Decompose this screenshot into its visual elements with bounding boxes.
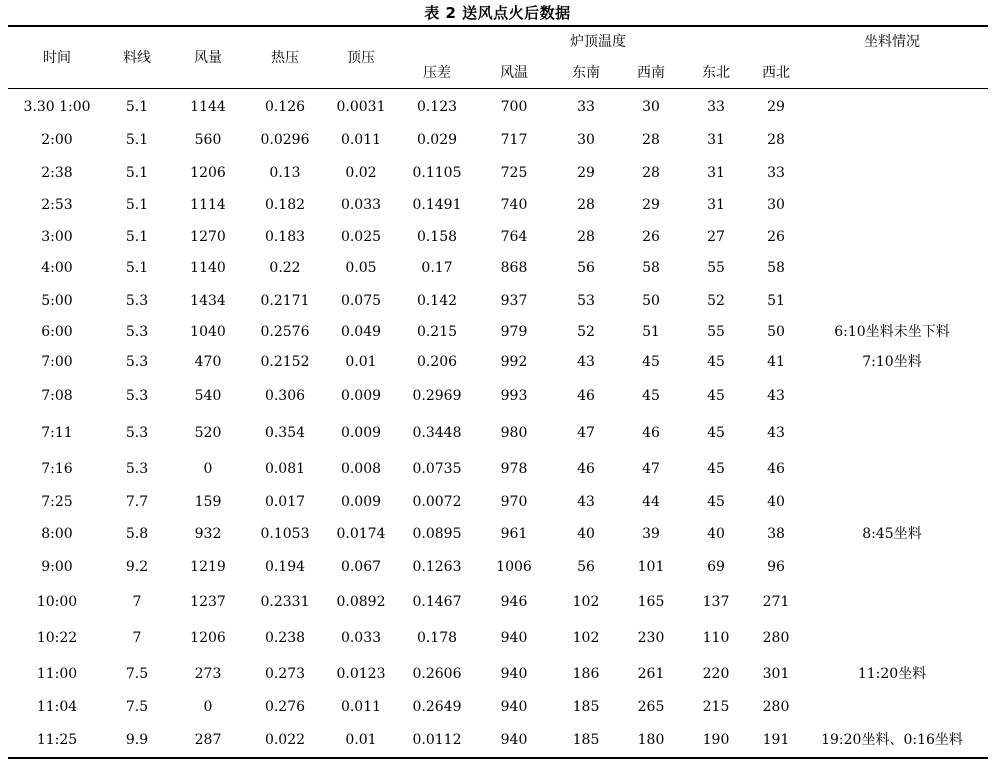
cell-burden-line: 5.1 <box>125 132 149 148</box>
cell-northeast: 55 <box>707 260 725 276</box>
cell-pressure-diff: 0.2649 <box>412 699 462 715</box>
cell-northeast: 27 <box>707 229 725 245</box>
cell-pressure-diff: 0.206 <box>416 354 458 370</box>
cell-northwest: 30 <box>767 197 785 213</box>
header-burden-line: 料线 <box>123 50 151 66</box>
cell-northwest: 280 <box>762 630 790 646</box>
cell-top-pressure: 0.01 <box>345 354 377 370</box>
cell-top-pressure: 0.011 <box>340 699 382 715</box>
cell-burden-line: 5.3 <box>125 461 149 477</box>
cell-southeast: 33 <box>577 99 595 115</box>
cell-northeast: 40 <box>707 526 725 542</box>
cell-northwest: 41 <box>767 354 785 370</box>
cell-pressure-diff: 0.029 <box>416 132 458 148</box>
cell-slip-status: 8:45坐料 <box>862 526 922 542</box>
cell-northwest: 50 <box>767 324 785 340</box>
cell-top-pressure: 0.0892 <box>336 594 386 610</box>
cell-southeast: 28 <box>577 229 595 245</box>
cell-time: 7:25 <box>41 494 73 510</box>
cell-blast-temp: 940 <box>500 666 528 682</box>
cell-southeast: 56 <box>577 559 595 575</box>
cell-northwest: 191 <box>762 732 790 748</box>
header-hot-pressure: 热压 <box>271 50 299 66</box>
header-furnace-top-temp: 炉顶温度 <box>570 34 626 50</box>
cell-time: 9:00 <box>41 559 73 575</box>
cell-blast-volume: 1206 <box>190 165 226 181</box>
cell-blast-volume: 1140 <box>190 260 226 276</box>
cell-top-pressure: 0.05 <box>345 260 377 276</box>
cell-hot-pressure: 0.182 <box>264 197 306 213</box>
cell-blast-volume: 520 <box>194 425 222 441</box>
cell-blast-volume: 1434 <box>190 293 226 309</box>
cell-northeast: 215 <box>702 699 730 715</box>
cell-blast-volume: 0 <box>203 461 213 477</box>
cell-blast-volume: 287 <box>194 732 222 748</box>
cell-hot-pressure: 0.238 <box>264 630 306 646</box>
cell-southwest: 29 <box>642 197 660 213</box>
cell-top-pressure: 0.008 <box>340 461 382 477</box>
cell-northeast: 220 <box>702 666 730 682</box>
cell-burden-line: 5.3 <box>125 354 149 370</box>
cell-southwest: 30 <box>642 99 660 115</box>
cell-pressure-diff: 0.178 <box>416 630 458 646</box>
cell-time: 2:00 <box>41 132 73 148</box>
cell-pressure-diff: 0.215 <box>416 324 458 340</box>
cell-northeast: 69 <box>707 559 725 575</box>
header-southwest: 西南 <box>637 65 665 81</box>
cell-blast-temp: 725 <box>500 165 528 181</box>
cell-pressure-diff: 0.17 <box>421 260 453 276</box>
cell-northeast: 31 <box>707 132 725 148</box>
cell-northwest: 301 <box>762 666 790 682</box>
cell-southeast: 102 <box>572 594 600 610</box>
cell-hot-pressure: 0.183 <box>264 229 306 245</box>
cell-southeast: 185 <box>572 732 600 748</box>
cell-time: 11:00 <box>36 666 78 682</box>
header-southeast: 东南 <box>572 65 600 81</box>
cell-time: 7:08 <box>41 388 73 404</box>
cell-burden-line: 5.1 <box>125 165 149 181</box>
cell-northeast: 110 <box>702 630 730 646</box>
cell-southwest: 45 <box>642 354 660 370</box>
cell-time: 11:04 <box>36 699 78 715</box>
header-northeast: 东北 <box>702 65 730 81</box>
cell-time: 3:00 <box>41 229 73 245</box>
cell-blast-temp: 993 <box>500 388 528 404</box>
cell-blast-temp: 700 <box>500 99 528 115</box>
header-blast-volume: 风量 <box>194 50 222 66</box>
cell-northwest: 46 <box>767 461 785 477</box>
cell-southeast: 56 <box>577 260 595 276</box>
cell-blast-temp: 868 <box>500 260 528 276</box>
cell-hot-pressure: 0.022 <box>264 732 306 748</box>
cell-burden-line: 9.9 <box>125 732 149 748</box>
cell-hot-pressure: 0.081 <box>264 461 306 477</box>
cell-southeast: 53 <box>577 293 595 309</box>
cell-top-pressure: 0.01 <box>345 732 377 748</box>
cell-northwest: 51 <box>767 293 785 309</box>
cell-northeast: 45 <box>707 354 725 370</box>
cell-top-pressure: 0.009 <box>340 494 382 510</box>
header-slip-status: 坐料情况 <box>864 34 920 50</box>
cell-northeast: 45 <box>707 494 725 510</box>
cell-blast-volume: 1237 <box>190 594 226 610</box>
cell-blast-temp: 937 <box>500 293 528 309</box>
cell-southwest: 28 <box>642 132 660 148</box>
cell-blast-temp: 970 <box>500 494 528 510</box>
cell-hot-pressure: 0.1053 <box>260 526 310 542</box>
cell-northwest: 29 <box>767 99 785 115</box>
cell-pressure-diff: 0.142 <box>416 293 458 309</box>
top-rule <box>8 25 988 27</box>
cell-time: 4:00 <box>41 260 73 276</box>
cell-blast-temp: 992 <box>500 354 528 370</box>
cell-blast-temp: 978 <box>500 461 528 477</box>
cell-pressure-diff: 0.123 <box>416 99 458 115</box>
cell-time: 2:38 <box>41 165 73 181</box>
cell-southeast: 52 <box>577 324 595 340</box>
cell-pressure-diff: 0.1105 <box>412 165 462 181</box>
cell-blast-volume: 1114 <box>190 197 226 213</box>
cell-southeast: 29 <box>577 165 595 181</box>
cell-time: 6:00 <box>41 324 73 340</box>
cell-blast-volume: 1206 <box>190 630 226 646</box>
cell-top-pressure: 0.049 <box>340 324 382 340</box>
cell-northwest: 280 <box>762 699 790 715</box>
cell-slip-status: 19:20坐料、0:16坐料 <box>821 732 963 748</box>
cell-slip-status: 11:20坐料 <box>857 666 927 682</box>
cell-blast-temp: 946 <box>500 594 528 610</box>
cell-pressure-diff: 0.1467 <box>412 594 462 610</box>
cell-northwest: 38 <box>767 526 785 542</box>
cell-blast-volume: 273 <box>194 666 222 682</box>
cell-northeast: 31 <box>707 165 725 181</box>
cell-northeast: 55 <box>707 324 725 340</box>
cell-hot-pressure: 0.273 <box>264 666 306 682</box>
cell-southeast: 46 <box>577 388 595 404</box>
cell-hot-pressure: 0.194 <box>264 559 306 575</box>
cell-time: 8:00 <box>41 526 73 542</box>
cell-blast-temp: 979 <box>500 324 528 340</box>
cell-hot-pressure: 0.126 <box>264 99 306 115</box>
cell-blast-temp: 940 <box>500 699 528 715</box>
cell-blast-temp: 940 <box>500 630 528 646</box>
cell-southwest: 47 <box>642 461 660 477</box>
cell-pressure-diff: 0.0072 <box>412 494 462 510</box>
cell-top-pressure: 0.075 <box>340 293 382 309</box>
cell-hot-pressure: 0.2576 <box>260 324 310 340</box>
header-rule <box>8 88 988 89</box>
cell-pressure-diff: 0.0735 <box>412 461 462 477</box>
cell-northwest: 33 <box>767 165 785 181</box>
cell-pressure-diff: 0.3448 <box>412 425 462 441</box>
cell-pressure-diff: 0.2606 <box>412 666 462 682</box>
cell-northwest: 40 <box>767 494 785 510</box>
cell-blast-temp: 740 <box>500 197 528 213</box>
cell-southeast: 43 <box>577 354 595 370</box>
cell-top-pressure: 0.009 <box>340 425 382 441</box>
cell-burden-line: 5.3 <box>125 293 149 309</box>
cell-time: 10:00 <box>36 594 78 610</box>
header-pressure-diff: 压差 <box>423 65 451 81</box>
cell-hot-pressure: 0.276 <box>264 699 306 715</box>
cell-pressure-diff: 0.158 <box>416 229 458 245</box>
cell-blast-volume: 540 <box>194 388 222 404</box>
table-title: 表 2 送风点火后数据 <box>424 4 571 22</box>
header-top-pressure: 顶压 <box>347 50 375 66</box>
cell-northwest: 271 <box>762 594 790 610</box>
cell-northeast: 52 <box>707 293 725 309</box>
cell-burden-line: 7.5 <box>125 699 149 715</box>
cell-southeast: 47 <box>577 425 595 441</box>
cell-burden-line: 5.3 <box>125 388 149 404</box>
cell-time: 7:11 <box>41 425 73 441</box>
cell-northwest: 58 <box>767 260 785 276</box>
cell-southwest: 58 <box>642 260 660 276</box>
cell-blast-temp: 961 <box>500 526 528 542</box>
cell-blast-volume: 1270 <box>190 229 226 245</box>
cell-southwest: 261 <box>637 666 665 682</box>
cell-southwest: 230 <box>637 630 665 646</box>
cell-northeast: 190 <box>702 732 730 748</box>
cell-slip-status: 7:10坐料 <box>862 354 922 370</box>
cell-burden-line: 9.2 <box>125 559 149 575</box>
cell-burden-line: 5.3 <box>125 425 149 441</box>
cell-blast-temp: 980 <box>500 425 528 441</box>
header-northwest: 西北 <box>762 65 790 81</box>
cell-blast-volume: 1040 <box>190 324 226 340</box>
cell-top-pressure: 0.011 <box>340 132 382 148</box>
cell-burden-line: 5.1 <box>125 229 149 245</box>
cell-blast-volume: 1219 <box>190 559 226 575</box>
cell-northwest: 96 <box>767 559 785 575</box>
cell-top-pressure: 0.0174 <box>336 526 386 542</box>
cell-burden-line: 7.5 <box>125 666 149 682</box>
cell-hot-pressure: 0.2331 <box>260 594 310 610</box>
cell-northeast: 31 <box>707 197 725 213</box>
header-time: 时间 <box>43 50 71 66</box>
cell-southeast: 30 <box>577 132 595 148</box>
cell-burden-line: 5.3 <box>125 324 149 340</box>
cell-northeast: 45 <box>707 388 725 404</box>
cell-time: 5:00 <box>41 293 73 309</box>
cell-top-pressure: 0.009 <box>340 388 382 404</box>
cell-blast-volume: 932 <box>194 526 222 542</box>
cell-hot-pressure: 0.0296 <box>260 132 310 148</box>
cell-blast-temp: 764 <box>500 229 528 245</box>
cell-northeast: 45 <box>707 425 725 441</box>
cell-burden-line: 5.1 <box>125 260 149 276</box>
cell-blast-volume: 560 <box>194 132 222 148</box>
cell-southeast: 46 <box>577 461 595 477</box>
cell-blast-temp: 940 <box>500 732 528 748</box>
cell-northeast: 45 <box>707 461 725 477</box>
cell-southwest: 28 <box>642 165 660 181</box>
cell-blast-temp: 717 <box>500 132 528 148</box>
cell-southwest: 26 <box>642 229 660 245</box>
cell-top-pressure: 0.033 <box>340 197 382 213</box>
cell-pressure-diff: 0.1263 <box>412 559 462 575</box>
cell-southeast: 186 <box>572 666 600 682</box>
cell-top-pressure: 0.0123 <box>336 666 386 682</box>
cell-blast-volume: 0 <box>203 699 213 715</box>
cell-time: 11:25 <box>36 732 78 748</box>
cell-burden-line: 7.7 <box>125 494 149 510</box>
cell-northwest: 28 <box>767 132 785 148</box>
header-blast-temp: 风温 <box>500 65 528 81</box>
cell-pressure-diff: 0.0112 <box>412 732 462 748</box>
bottom-rule <box>8 757 988 759</box>
cell-southeast: 28 <box>577 197 595 213</box>
cell-hot-pressure: 0.306 <box>264 388 306 404</box>
cell-southwest: 46 <box>642 425 660 441</box>
cell-top-pressure: 0.067 <box>340 559 382 575</box>
cell-blast-volume: 1144 <box>190 99 226 115</box>
cell-top-pressure: 0.02 <box>345 165 377 181</box>
cell-southeast: 40 <box>577 526 595 542</box>
cell-hot-pressure: 0.2152 <box>260 354 310 370</box>
cell-southwest: 39 <box>642 526 660 542</box>
cell-time: 2:53 <box>41 197 73 213</box>
cell-time: 7:16 <box>41 461 73 477</box>
cell-top-pressure: 0.0031 <box>336 99 386 115</box>
cell-blast-volume: 470 <box>194 354 222 370</box>
cell-southeast: 185 <box>572 699 600 715</box>
cell-blast-temp: 1006 <box>496 559 532 575</box>
cell-top-pressure: 0.033 <box>340 630 382 646</box>
cell-northwest: 43 <box>767 388 785 404</box>
cell-burden-line: 5.1 <box>125 99 149 115</box>
cell-pressure-diff: 0.1491 <box>412 197 462 213</box>
cell-southeast: 43 <box>577 494 595 510</box>
cell-southwest: 265 <box>637 699 665 715</box>
cell-southwest: 45 <box>642 388 660 404</box>
cell-hot-pressure: 0.354 <box>264 425 306 441</box>
cell-southwest: 101 <box>637 559 665 575</box>
cell-time: 3.30 1:00 <box>23 99 91 115</box>
cell-hot-pressure: 0.22 <box>269 260 301 276</box>
cell-time: 7:00 <box>41 354 73 370</box>
cell-southeast: 102 <box>572 630 600 646</box>
cell-burden-line: 5.8 <box>125 526 149 542</box>
cell-northeast: 137 <box>702 594 730 610</box>
cell-burden-line: 5.1 <box>125 197 149 213</box>
cell-northeast: 33 <box>707 99 725 115</box>
cell-pressure-diff: 0.0895 <box>412 526 462 542</box>
cell-pressure-diff: 0.2969 <box>412 388 462 404</box>
cell-burden-line: 7 <box>132 594 142 610</box>
cell-southwest: 180 <box>637 732 665 748</box>
cell-southwest: 165 <box>637 594 665 610</box>
cell-northwest: 26 <box>767 229 785 245</box>
cell-slip-status: 6:10坐料未坐下料 <box>834 324 950 340</box>
cell-northwest: 43 <box>767 425 785 441</box>
cell-top-pressure: 0.025 <box>340 229 382 245</box>
cell-hot-pressure: 0.017 <box>264 494 306 510</box>
cell-blast-volume: 159 <box>194 494 222 510</box>
cell-southwest: 51 <box>642 324 660 340</box>
cell-time: 10:22 <box>36 630 78 646</box>
cell-southwest: 44 <box>642 494 660 510</box>
cell-hot-pressure: 0.13 <box>269 165 301 181</box>
cell-hot-pressure: 0.2171 <box>260 293 310 309</box>
cell-southwest: 50 <box>642 293 660 309</box>
cell-burden-line: 7 <box>132 630 142 646</box>
